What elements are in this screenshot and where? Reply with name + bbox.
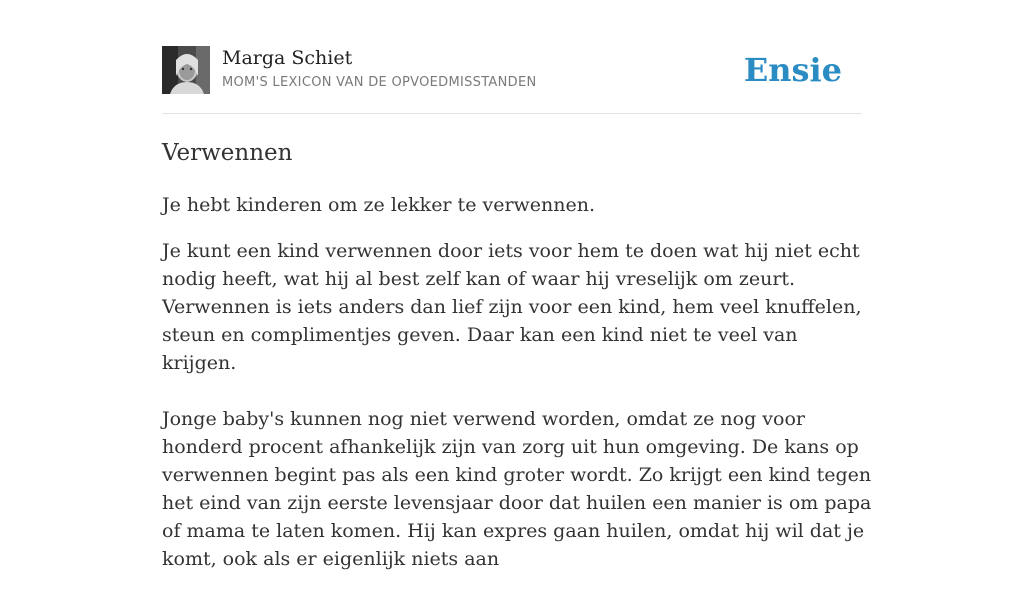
article-header [162,46,862,96]
author-name[interactable]: Marga Schiet [222,47,353,69]
avatar[interactable] [162,46,210,94]
publication-title[interactable]: MOM'S LEXICON VAN DE OPVOEDMISSTANDEN [222,75,537,90]
article-lead: Je hebt kinderen om ze lekker te verwennen. [162,194,596,216]
article-paragraph: Je kunt een kind verwennen door iets voor hem te doen wat hij niet echt nodig heeft, wat hij al best zelf kan of waar hij vreselijk om zeurt. Verwennen is iets anders dan lief zijn voor een kind, hem veel knuffelen, steun en complimentjes geven. Daar kan een kind niet te veel van krijgen. [162,240,862,374]
article-paragraph: Jonge baby's kunnen nog niet verwend worden, omdat ze nog voor honderd procent afhankelijk zijn van zorg uit hun omgeving. De kans op verwennen begint pas als een kind groter wordt. Zo krijgt een kind tegen het eind van zijn eerste levensjaar door dat huilen een manier is om papa of mama te laten komen. Hij kan expres gaan huilen, omdat hij wil dat je komt, ook als er eigenlijk niets aan [162,408,872,570]
header-divider [162,113,862,114]
brand-logo[interactable]: Ensie [743,51,842,89]
article-body [162,237,872,601]
author-photo-icon [162,46,210,94]
article-title: Verwennen [162,140,293,166]
